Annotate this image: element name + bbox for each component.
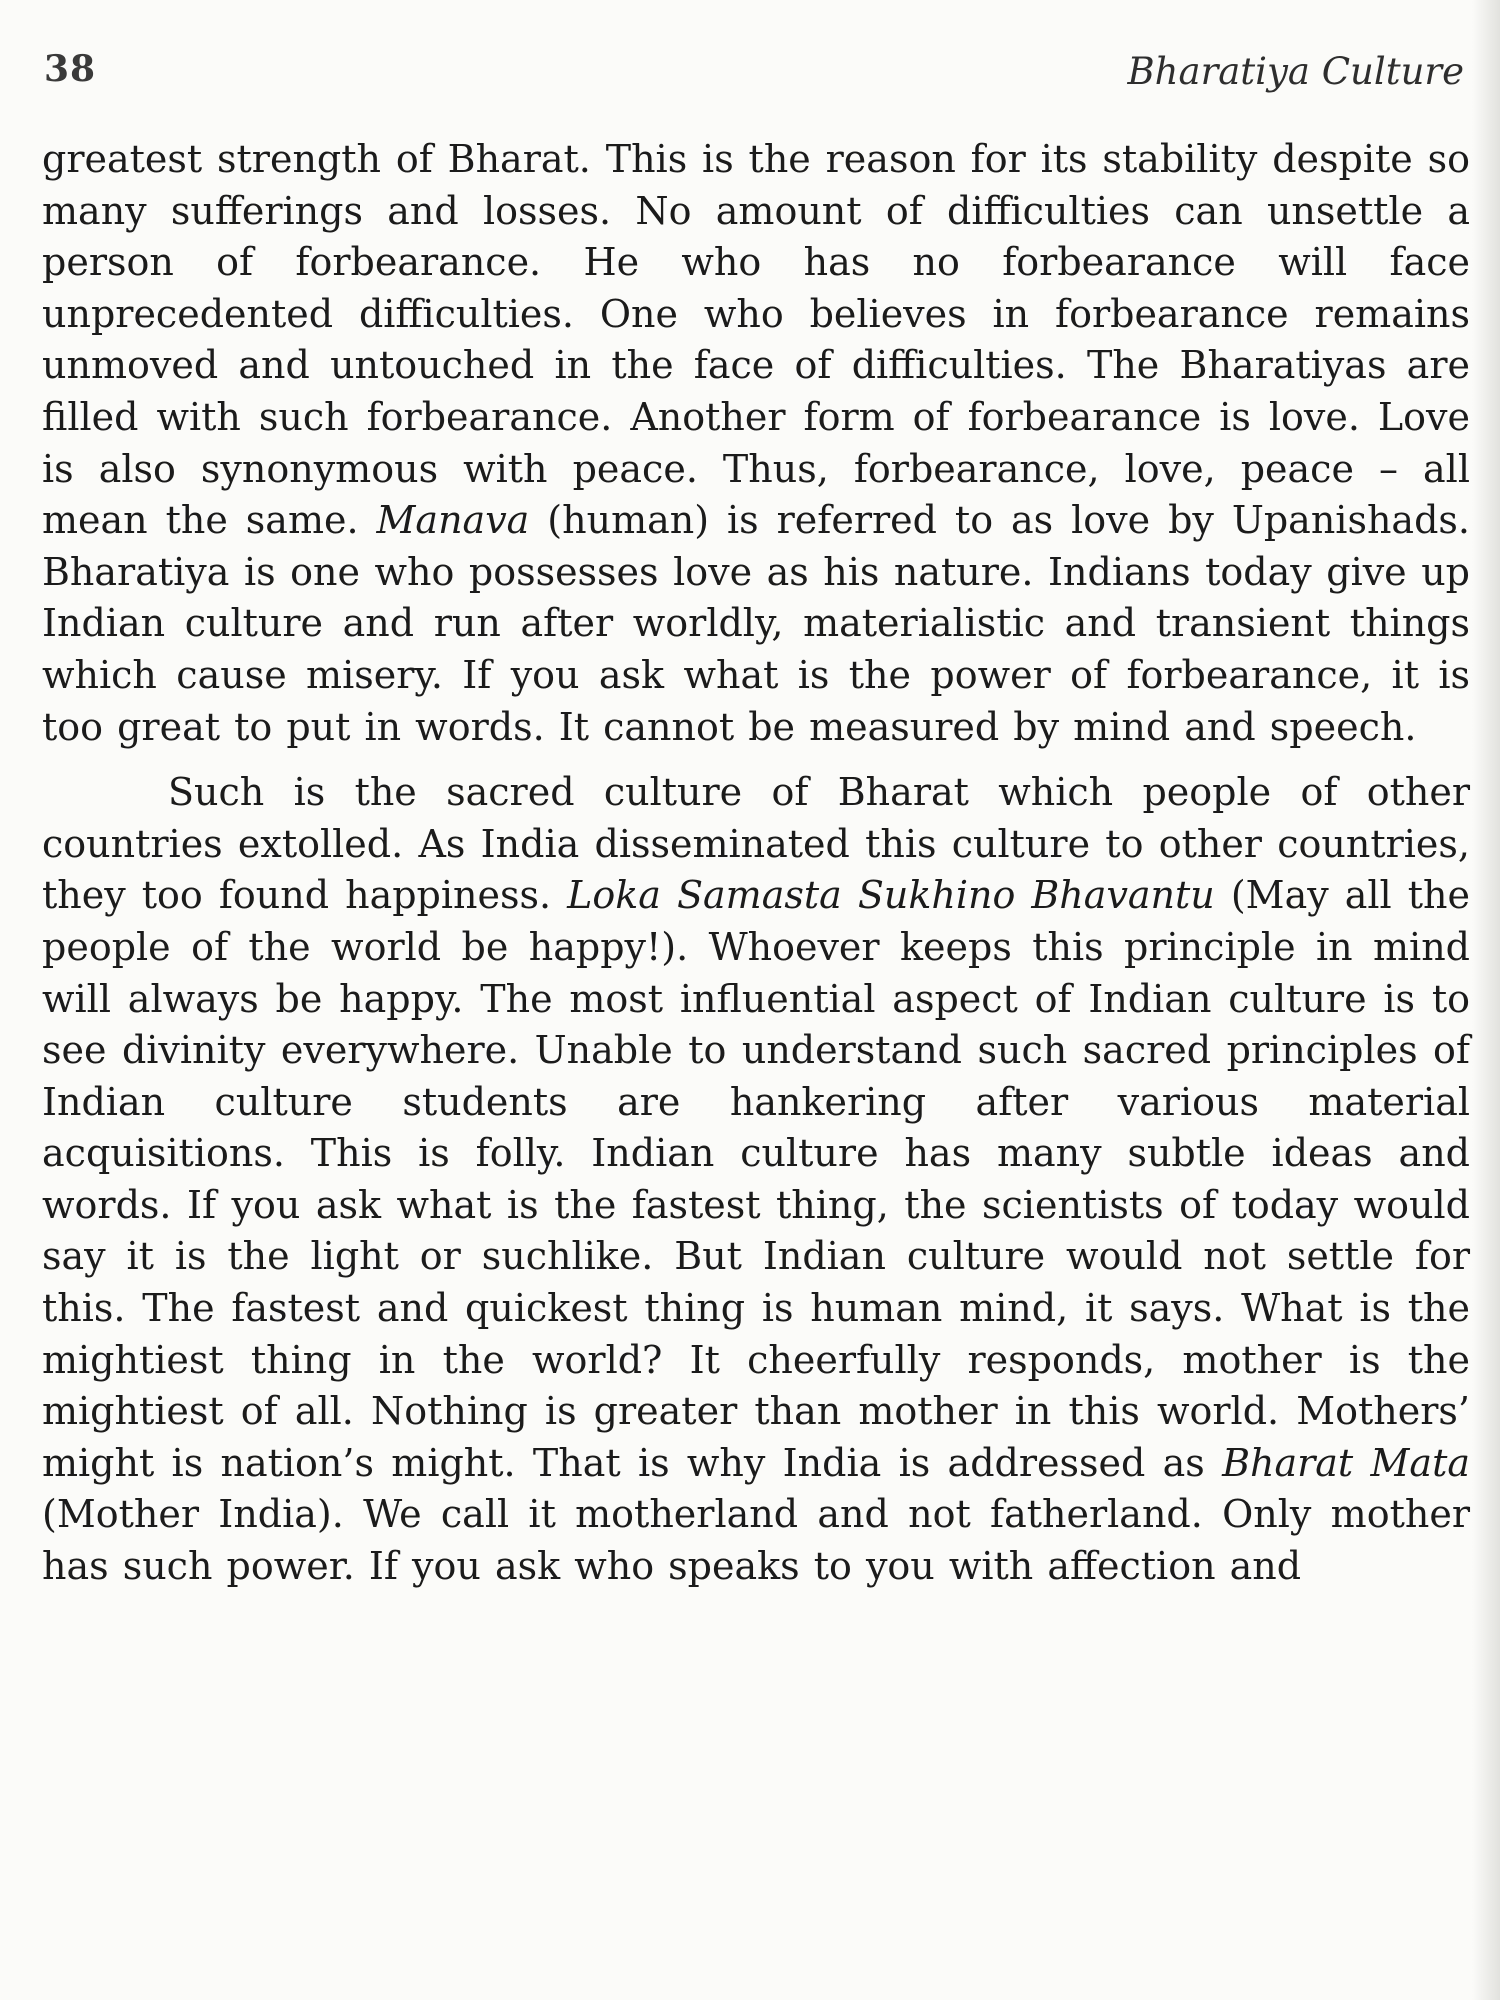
paragraph-2-text-end: (Mother India). We call it motherland and not fatherland. Only mother has such power. If you ask who speaks to you with affection and <box>42 1492 1470 1589</box>
paragraph-1-text: greatest strength of Bharat. This is the reason for its stability despite so many sufferings and losses. No amount of difficulties can unsettle a person of forbearance. He who has no forbearance will face unprecedented difficulties. One who believes in forbearance remains unmoved and untouched in the face of difficulties. The Bharatiyas are filled with such forbearance. Another form of forbearance is love. Love is also synonymous with peace. Thus, forbearance, love, peace – all mean the same. <box>42 137 1470 543</box>
page-header <box>44 48 1464 98</box>
paragraph-2-text-continued: (May all the people of the world be happy!). Whoever keeps this principle in mind will always be happy. The most influential aspect of Indian culture is to see divinity everywhere. Unable to understand such sacred principles of Indian culture students are hankering after various material acquisitions. This is folly. Indian culture has many subtle ideas and words. If you ask what is the fastest thing, the scientists of today would say it is the light or suchlike. But Indian culture would not settle for this. The fastest and quickest thing is human mind, it says. What is the mightiest thing in the world? It cheerfully responds, mother is the mightiest of all. Nothing is greater than mother in this world. Mothers’ might is nation’s might. That is why India is addressed as <box>42 873 1470 1485</box>
paragraph-1 <box>42 134 1470 753</box>
term-bharat-mata: Bharat Mata <box>1222 1440 1470 1485</box>
term-loka-samasta: Loka Samasta Sukhino Bhavantu <box>567 873 1215 918</box>
page-edge-shadow <box>1472 0 1500 2000</box>
running-head: Bharatiya Culture <box>1127 50 1464 93</box>
page-number: 38 <box>44 48 97 90</box>
paragraph-1-text-continued: (human) is referred to as love by Upanishads. Bharatiya is one who possesses love as his nature. Indians today give up Indian culture and run after worldly, materialistic and transient things which cause misery. If you ask what is the power of forbearance, it is too great to put in words. It cannot be measured by mind and speech. <box>42 498 1470 749</box>
paragraph-2 <box>42 767 1470 1593</box>
paragraph-2-text: Such is the sacred culture of Bharat which people of other countries extolled. As India disseminated this culture to other countries, they too found happiness. <box>42 770 1470 918</box>
term-manava: Manava <box>376 498 530 543</box>
body-text <box>42 134 1470 1593</box>
